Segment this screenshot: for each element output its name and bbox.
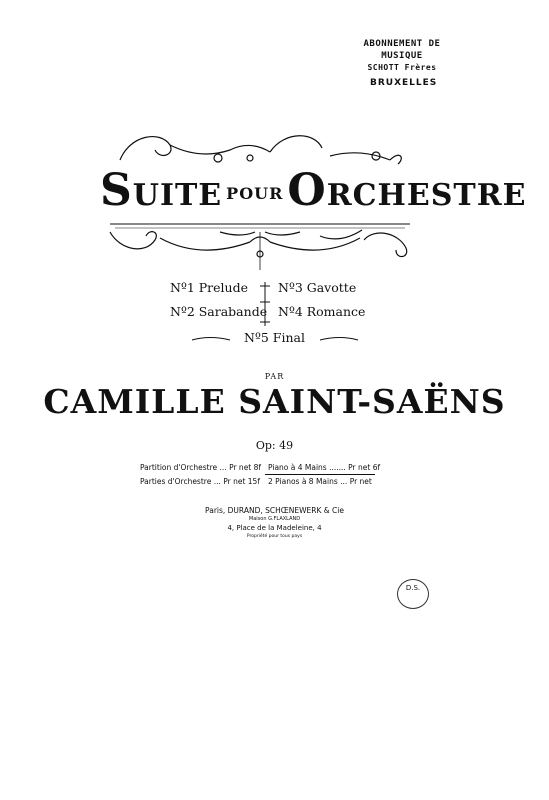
library-stamp <box>342 38 462 74</box>
movement-3: Nº3 Gavotte <box>278 280 357 295</box>
movement-2: Nº2 Sarabande <box>170 304 268 319</box>
edition-full-score: Partition d'Orchestre ... Pr net 8f <box>140 463 262 472</box>
edition-2-pianos: 2 Pianos à 8 Mains ... Pr net <box>268 477 372 486</box>
movement-4: Nº4 Romance <box>278 304 366 319</box>
edition-parts: Parties d'Orchestre ... Pr net 15f <box>140 477 260 486</box>
stamp-line-1: ABONNEMENT DE MUSIQUE <box>363 39 441 61</box>
library-seal: D.S. <box>397 579 429 609</box>
movement-1: Nº1 Prelude <box>170 280 248 295</box>
title <box>100 165 527 216</box>
publisher-line-1: Paris, DURAND, SCHŒNEWERK & Cie <box>205 506 344 515</box>
title-rchestre: RCHESTRE <box>326 178 527 213</box>
movement-divider <box>255 280 275 330</box>
title-pour: POUR <box>226 184 284 203</box>
title-uite: UITE <box>132 178 223 213</box>
stamp-city: BRUXELLES <box>370 78 438 88</box>
publisher-line-3: 4, Place de la Madeleine, 4 <box>227 524 322 532</box>
title-s: S <box>100 165 133 216</box>
par-label: PAR <box>264 372 285 381</box>
opus-number: Op: 49 <box>255 439 294 452</box>
movement-5: Nº5 Final <box>244 330 305 345</box>
publisher-line-2: Maison G.FLAXLAND <box>248 516 301 522</box>
composer-name: CAMILLE SAINT-SAËNS <box>43 382 506 421</box>
edition-piano-4-hands: Piano à 4 Mains ....... Pr net 6f <box>268 463 381 472</box>
stamp-line-2: SCHOTT Frères <box>367 63 437 72</box>
title-o: O <box>287 165 327 216</box>
publisher-line-4: Propriété pour tous pays <box>246 534 303 539</box>
title-block <box>100 120 527 275</box>
edition-divider <box>265 474 375 475</box>
